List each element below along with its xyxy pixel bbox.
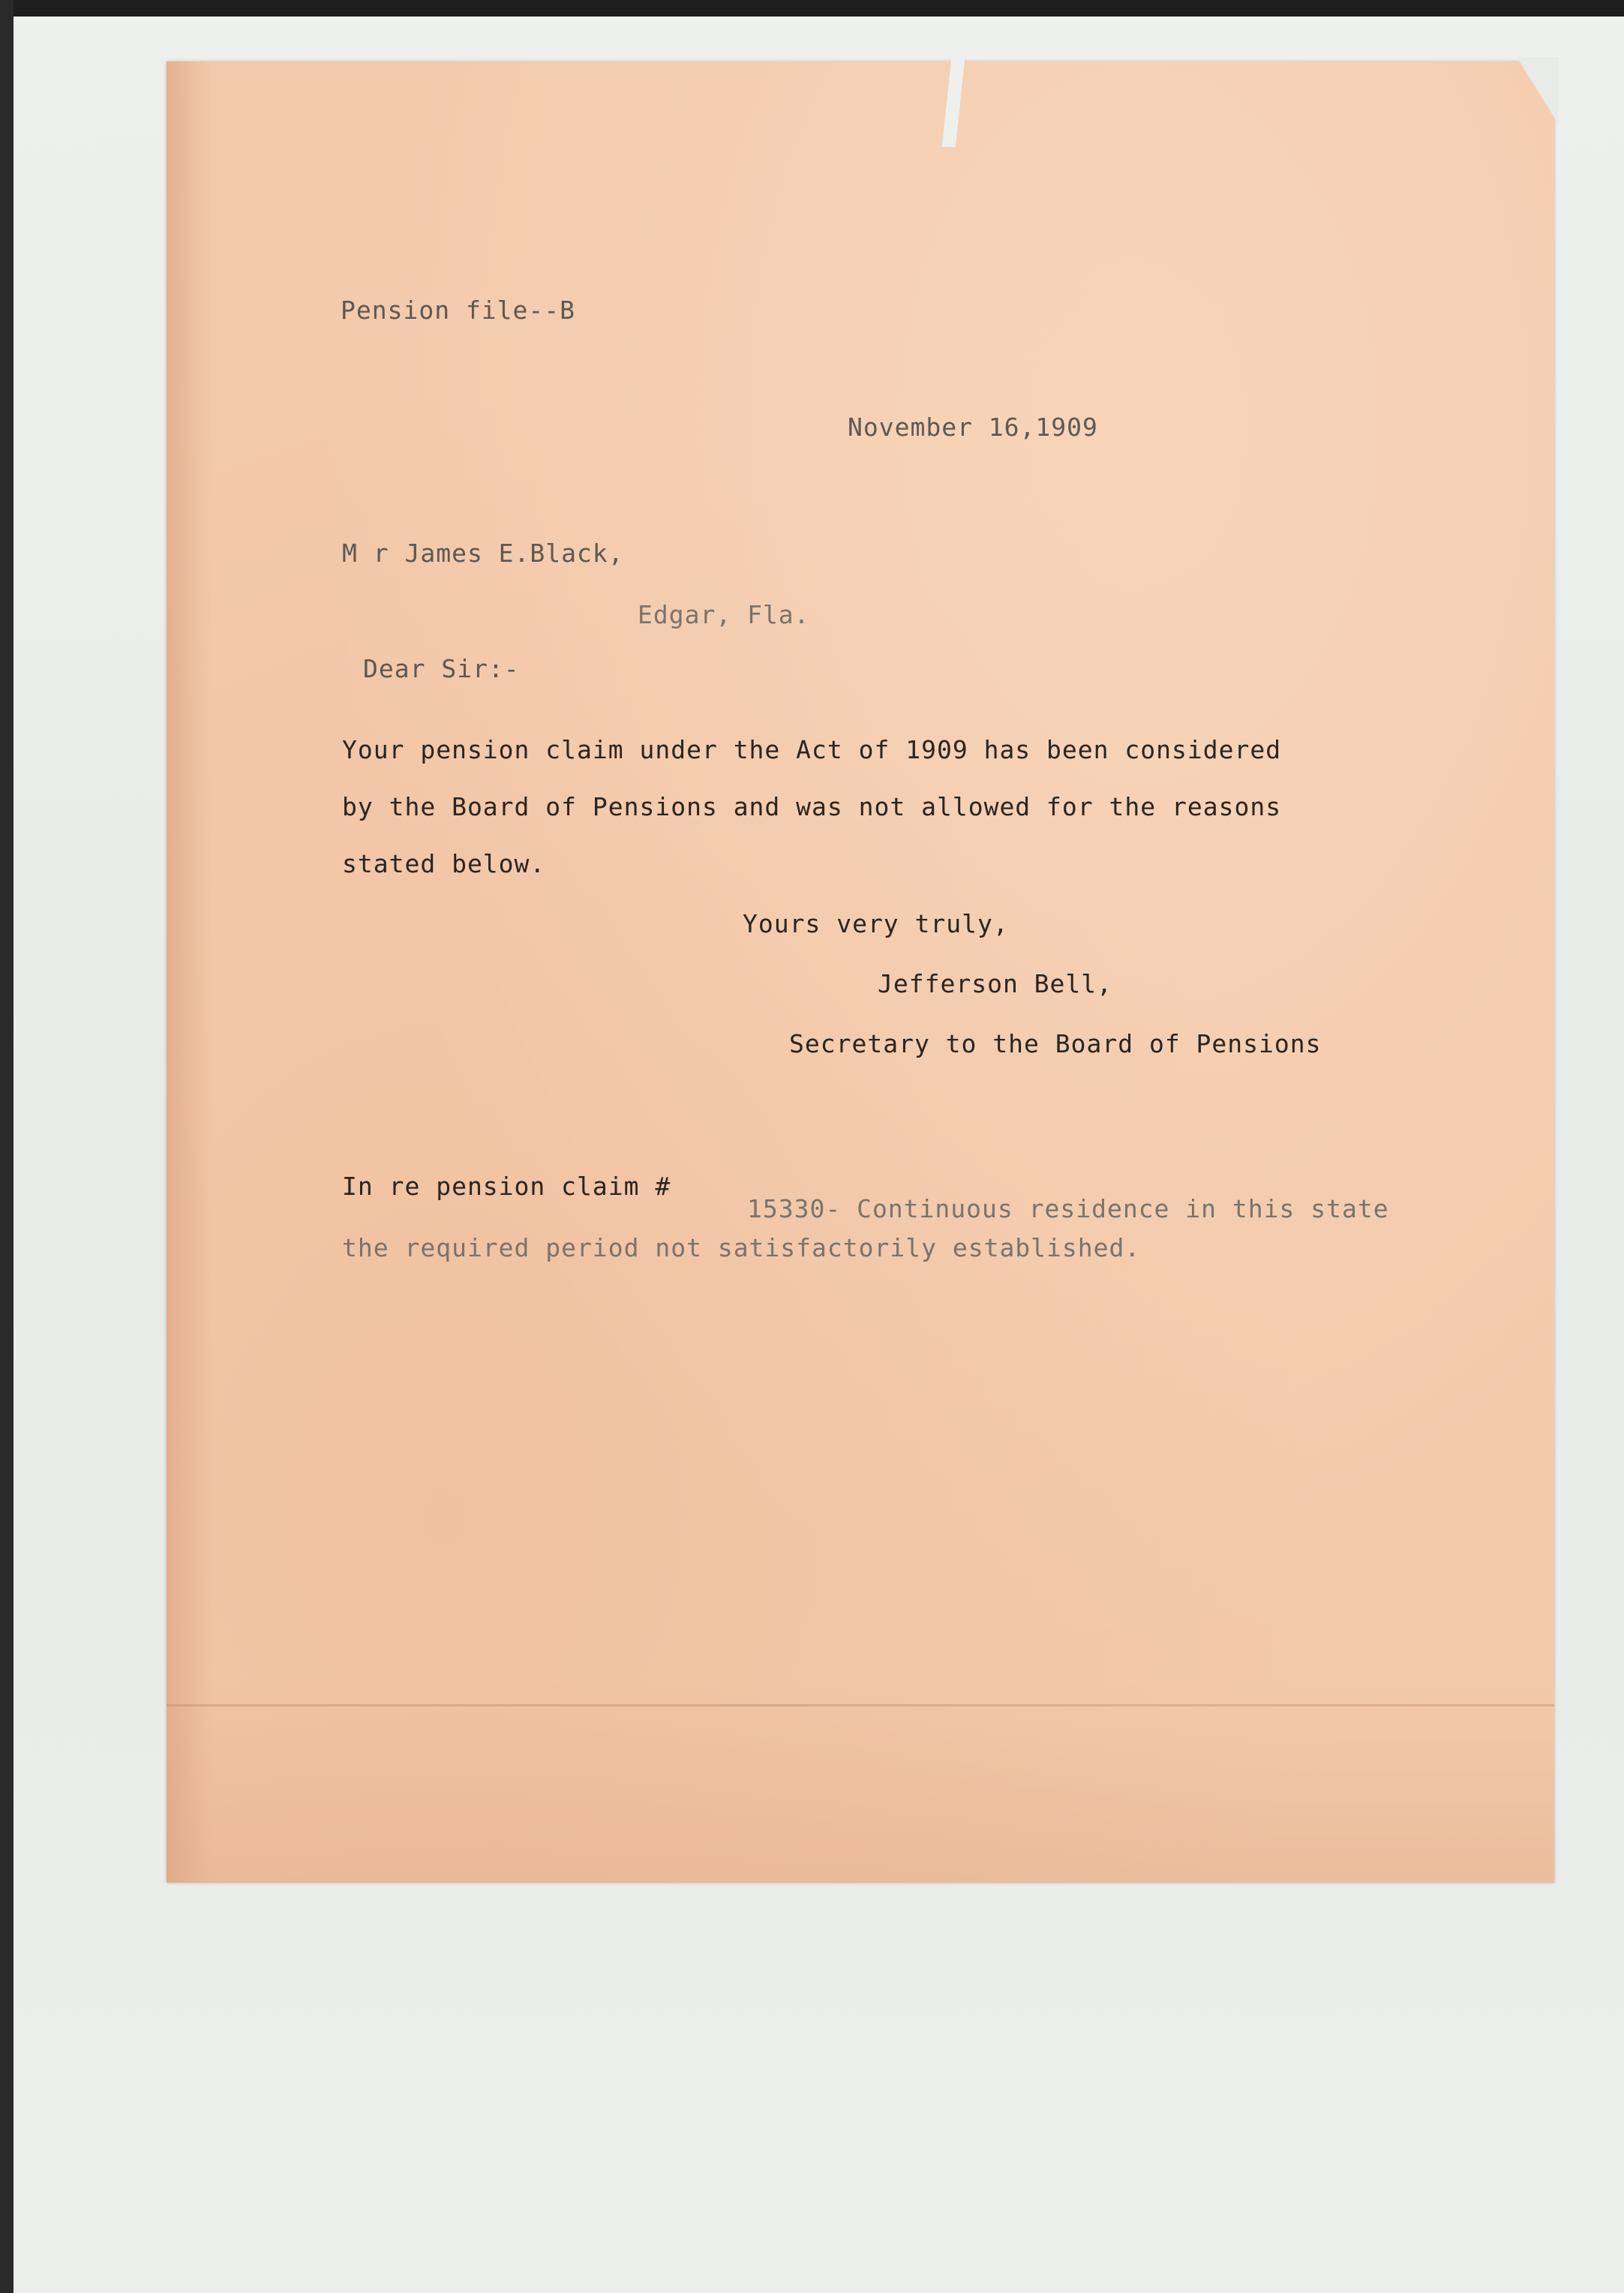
body-line-1: Your pension claim under the Act of 1909 has been considered [342,735,1282,764]
claim-label: In re pension claim # [342,1172,671,1201]
paper-fold-line [167,1704,1554,1706]
scan-border-top [0,0,1624,17]
paper-corner-fold [1517,57,1559,125]
claim-reason-line-1: 15330- Continuous residence in this state [747,1194,1389,1223]
letter-paper [167,62,1554,1883]
claim-reason-line-2: the required period not satisfactorily established. [342,1233,1141,1262]
letter-date: November 16,1909 [848,413,1098,442]
scan-border-left [0,0,14,2293]
salutation: Dear Sir:- [363,654,520,683]
recipient-city: Edgar, Fla. [638,600,810,629]
body-line-2: by the Board of Pensions and was not allowed for the reasons [342,792,1282,821]
body-line-3: stated below. [342,849,546,878]
recipient-name: M r James E.Black, [342,539,624,568]
signer-name: Jefferson Bell, [878,969,1113,998]
signer-title: Secretary to the Board of Pensions [789,1029,1322,1058]
closing: Yours very truly, [743,909,1009,938]
file-reference: Pension file--B [341,296,576,325]
paper-tear [942,59,965,147]
